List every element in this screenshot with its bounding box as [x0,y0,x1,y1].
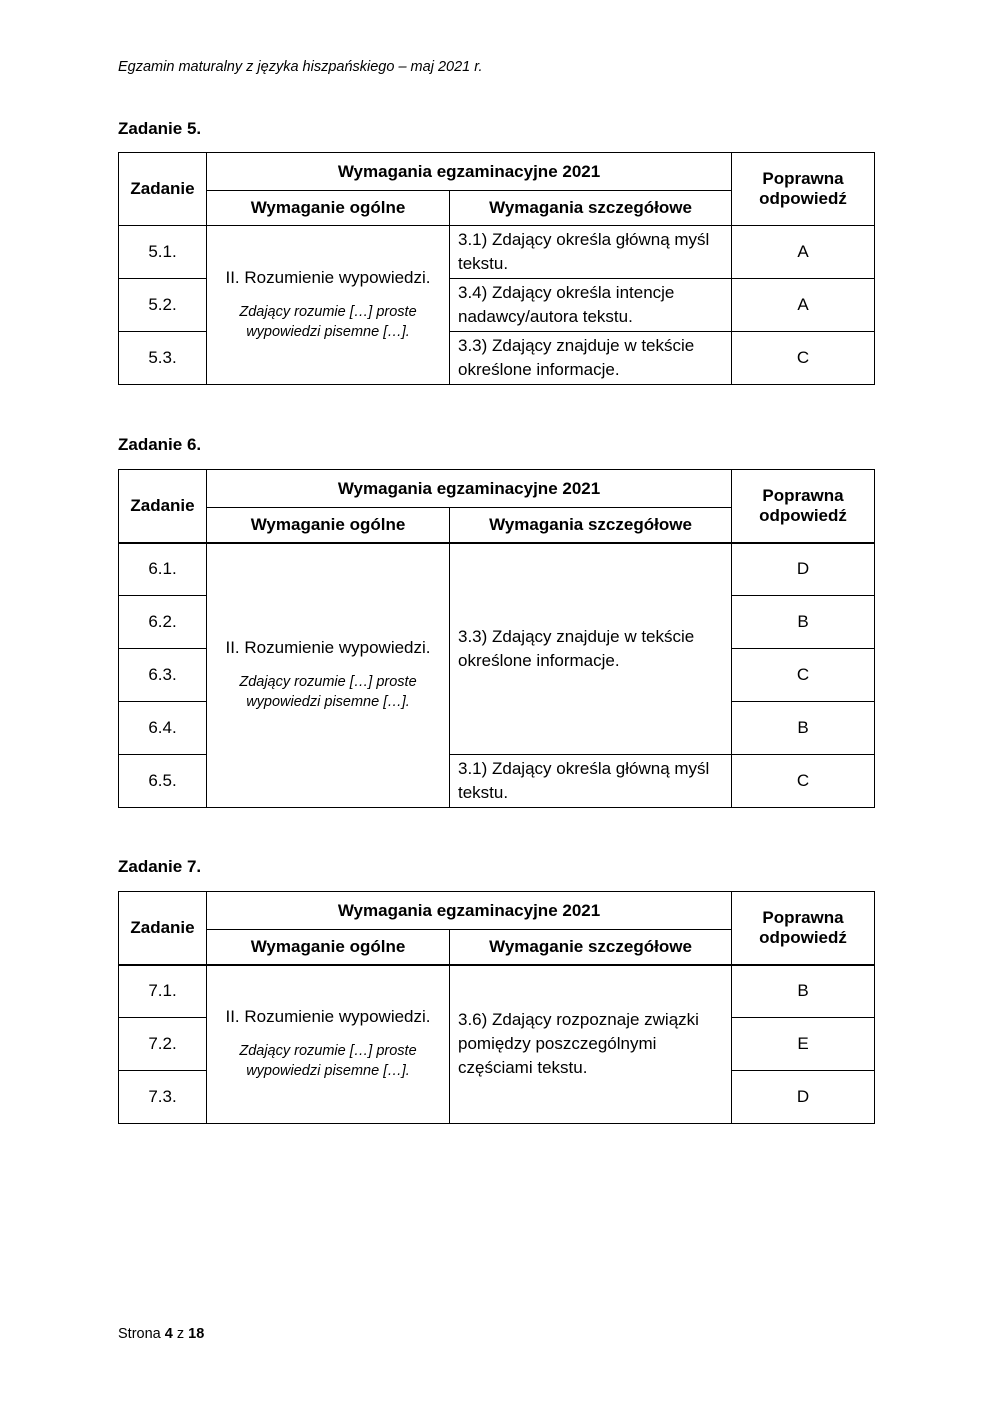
task-number: 6.2. [119,596,207,649]
general-requirement: II. Rozumienie wypowiedzi. Zdający rozumie […] proste wypowiedzi pisemne […]. [207,543,450,808]
task-number: 6.4. [119,702,207,755]
correct-answer: A [732,226,875,279]
task-number: 6.1. [119,543,207,596]
task-number: 5.2. [119,279,207,332]
specific-requirement: 3.3) Zdający znajduje w tekście określone informacje. [450,332,732,385]
col-header-specific: Wymagania szczegółowe [450,191,732,226]
task-number: 7.2. [119,1018,207,1071]
task5-title: Zadanie 5. [118,119,202,138]
col-header-task: Zadanie [119,153,207,226]
specific-requirement: 3.1) Zdający określa główną myśl tekstu. [450,755,732,808]
specific-requirement: 3.6) Zdający rozpoznaje związki pomiędzy poszczególnymi częściami tekstu. [450,965,732,1124]
task-number: 6.3. [119,649,207,702]
task-number: 7.1. [119,965,207,1018]
correct-answer: C [732,755,875,808]
general-requirement: II. Rozumienie wypowiedzi. Zdający rozumie […] proste wypowiedzi pisemne […]. [207,226,450,385]
col-header-answer: Poprawna odpowiedź [732,153,875,226]
task-number: 7.3. [119,1071,207,1124]
correct-answer: B [732,965,875,1018]
col-header-task: Zadanie [119,470,207,543]
correct-answer: D [732,1071,875,1124]
col-header-requirements: Wymagania egzaminacyjne 2021 [207,892,732,930]
general-requirement: II. Rozumienie wypowiedzi. Zdający rozumie […] proste wypowiedzi pisemne […]. [207,965,450,1124]
specific-requirement: 3.3) Zdający znajduje w tekście określone informacje. [450,543,732,755]
col-header-specific: Wymagania szczegółowe [450,508,732,543]
specific-requirement: 3.4) Zdający określa intencje nadawcy/autora tekstu. [450,279,732,332]
correct-answer: A [732,279,875,332]
page-footer: Strona 4 z 18 [118,1326,205,1342]
correct-answer: C [732,649,875,702]
col-header-answer: Poprawna odpowiedź [732,470,875,543]
specific-requirement: 3.1) Zdający określa główną myśl tekstu. [450,226,732,279]
col-header-general: Wymaganie ogólne [207,930,450,965]
col-header-requirements: Wymagania egzaminacyjne 2021 [207,153,732,191]
task5-table [118,152,875,385]
task7-title: Zadanie 7. [118,857,202,876]
task6-title: Zadanie 6. [118,435,202,454]
page-header: Egzamin maturalny z języka hiszpańskiego – maj 2021 r. [118,59,483,75]
task6-table [118,469,875,808]
task-number: 6.5. [119,755,207,808]
task-number: 5.1. [119,226,207,279]
correct-answer: C [732,332,875,385]
col-header-requirements: Wymagania egzaminacyjne 2021 [207,470,732,508]
task-number: 5.3. [119,332,207,385]
col-header-task: Zadanie [119,892,207,965]
correct-answer: E [732,1018,875,1071]
correct-answer: B [732,596,875,649]
col-header-general: Wymaganie ogólne [207,191,450,226]
task7-table [118,891,875,1124]
table-row [119,965,875,1018]
correct-answer: B [732,702,875,755]
col-header-general: Wymaganie ogólne [207,508,450,543]
table-row [119,543,875,596]
table-row [119,226,875,279]
col-header-answer: Poprawna odpowiedź [732,892,875,965]
correct-answer: D [732,543,875,596]
col-header-specific: Wymaganie szczegółowe [450,930,732,965]
